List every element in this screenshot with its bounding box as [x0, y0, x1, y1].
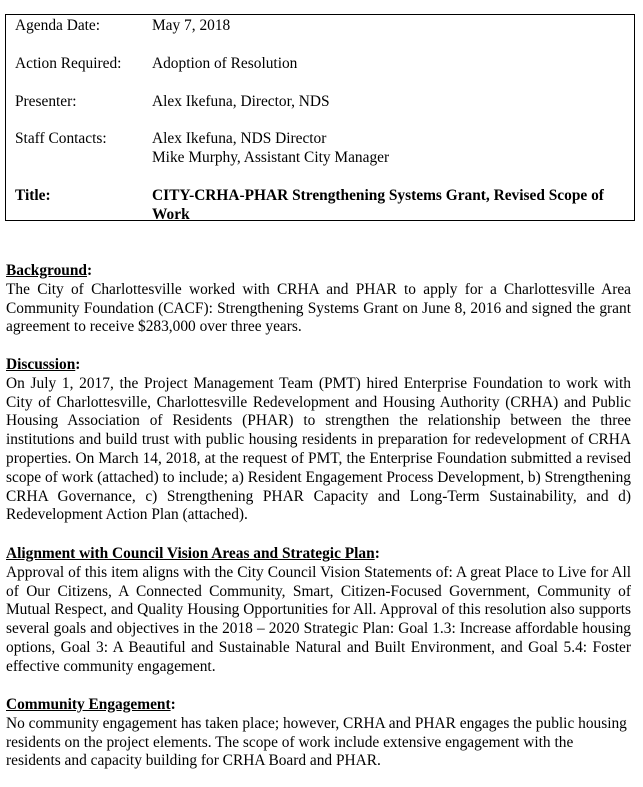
agenda-header-table [5, 14, 635, 221]
community-engagement-section [6, 696, 631, 771]
staff-contacts-label: Staff Contacts: [15, 130, 107, 147]
background-heading: Background: [6, 262, 93, 279]
background-section [6, 262, 631, 337]
alignment-section [6, 545, 631, 677]
community-engagement-text: No community engagement has taken place; however, CRHA and PHAR engages the public housing residents on the project elements. The scope of work include extensive engagement with the residents and capacity building for CRHA Board and PHAR. [6, 714, 627, 770]
presenter-value: Alex Ikefuna, Director, NDS [152, 93, 330, 110]
title-value: CITY-CRHA-PHAR Strengthening Systems Grant, Revised Scope of Work [152, 187, 604, 223]
discussion-text: On July 1, 2017, the Project Management Team (PMT) hired Enterprise Foundation to work with City of Charlottesville, Charlottesville Redevelopment and Housing Authority (CRHA) and Public Housing Association of Residents (PHAR) to strengthen the relationship between the three institutions and build trust with public housing residents in preparation for redevelopment of CRHA properties. On March 14, 2018, at the request of PMT, the Enterprise Foundation submitted a revised scope of work (attached) to include; a) Resident Engagement Process Development, b) Strengthening CRHA Governance, c) Strengthening PHAR Capacity and Long-Term Sustainability, and d) Redevelopment Action Plan (attached). [6, 374, 631, 524]
staff-contacts-value [152, 130, 628, 168]
background-text: The City of Charlottesville worked with CRHA and PHAR to apply for a Charlottesville Area Community Foundation (CACF): Strengthening Systems Grant on June 8, 2016 and signed the grant agreement to receive $283,000 over three years. [6, 280, 631, 336]
staff-contact-2: Mike Murphy, Assistant City Manager [152, 148, 390, 166]
action-required-label: Action Required: [15, 55, 122, 72]
discussion-heading: Discussion: [6, 356, 81, 373]
alignment-heading: Alignment with Council Vision Areas and Strategic Plan: [6, 545, 380, 562]
action-required-value: Adoption of Resolution [152, 55, 298, 72]
alignment-text: Approval of this item aligns with the City Council Vision Statements of: A great Place to Live for All of Our Citizens, A Connected Community, Smart, Citizen-Focused Government, Community of Mutual Respect, and Quality Housing Opportunities for All. Approval of this resolution also supports several goals and objectives in the 2018 – 2020 Strategic Plan: Goal 1.3: Increase affordable housing options, Goal 3: A Beautiful and Sustainable Natural and Built Environment, and Goal 5.4: Foster effective community engagement. [6, 563, 631, 675]
agenda-date-value: May 7, 2018 [152, 17, 231, 34]
title-label: Title: [15, 187, 51, 204]
agenda-date-label: Agenda Date: [15, 17, 101, 34]
community-engagement-heading: Community Engagement: [6, 696, 176, 713]
discussion-section [6, 356, 631, 525]
staff-contact-1: Alex Ikefuna, NDS Director [152, 130, 327, 147]
presenter-label: Presenter: [15, 93, 77, 110]
